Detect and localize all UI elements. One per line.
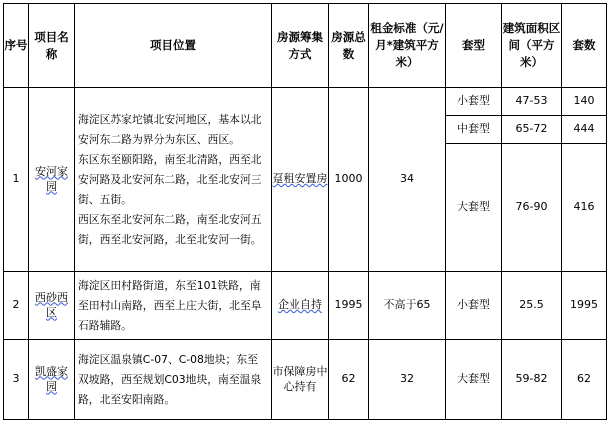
header-row: [4, 4, 607, 88]
row2-seq: 2: [4, 272, 29, 340]
housing-table: [3, 3, 607, 420]
header-count: 套数: [562, 4, 607, 88]
row3-unit1-area: 59-82: [502, 340, 562, 420]
header-area: 建筑面积区间（平方米）: [502, 4, 562, 88]
row2-location: 海淀区田村路街道，东至101铁路，南至田村山南路，西至上庄大街，北至阜石路辅路。: [75, 272, 272, 340]
table-row: [4, 340, 607, 420]
row1-unit1-count: 140: [562, 88, 607, 116]
row1-unit2-area: 65-72: [502, 116, 562, 144]
row1-source-method: 趸租安置房: [272, 172, 328, 186]
row3-source-method: 市保障房中心持有: [272, 340, 329, 420]
row3-unit1-type: 大套型: [446, 340, 502, 420]
row2-unit1-area: 25.5: [502, 272, 562, 340]
row3-location: 海淀区温泉镇C-07、C-08地块；东至双坡路，西至规划C03地块，南至温泉路，北至安阳南路。: [75, 340, 272, 420]
row2-source-method: 企业自持: [278, 298, 322, 312]
row1-name: 安河家园: [35, 164, 68, 193]
header-seq: 序号: [4, 4, 29, 88]
header-name: 项目名称: [29, 4, 75, 88]
header-location: 项目位置: [75, 4, 272, 88]
row1-unit2-type: 中套型: [446, 116, 502, 144]
row3-rent: 32: [369, 340, 446, 420]
row2-unit1-count: 1995: [562, 272, 607, 340]
row1-unit3-count: 416: [562, 144, 607, 272]
row3-unit1-count: 62: [562, 340, 607, 420]
row1-total: 1000: [329, 88, 369, 272]
row1-unit1-type: 小套型: [446, 88, 502, 116]
row3-seq: 3: [4, 340, 29, 420]
row1-location-line2: 东区东至颐阳路，南至北清路，西至北安河路及北安河东二路，北至北安河三街、五街。: [78, 152, 262, 206]
row1-location-line3: 西区东至北安河东二路，南至北安河五街，西至北安河路，北至北安河一街。: [78, 212, 262, 246]
row1-unit3-type: 大套型: [446, 144, 502, 272]
table-row: [4, 272, 607, 340]
header-total: 房源总数: [329, 4, 369, 88]
row1-unit3-area: 76-90: [502, 144, 562, 272]
header-type: 套型: [446, 4, 502, 88]
row1-rent: 34: [369, 88, 446, 272]
row1-location-line1: 海淀区苏家坨镇北安河地区，基本以北安河东二路为界分为东区、西区。: [78, 112, 262, 146]
row1-unit2-count: 444: [562, 116, 607, 144]
row1-seq: 1: [4, 88, 29, 272]
table-row: [4, 88, 607, 116]
row2-name: 西砂西区: [35, 290, 68, 319]
row3-name: 凯盛家园: [35, 364, 68, 393]
row2-rent: 不高于65: [369, 272, 446, 340]
row1-unit1-area: 47-53: [502, 88, 562, 116]
header-rent: 租金标准（元/月*建筑平方米）: [369, 4, 446, 88]
header-source-method: 房源筹集方式: [272, 4, 329, 88]
row3-total: 62: [329, 340, 369, 420]
row1-location: [75, 88, 272, 272]
row2-total: 1995: [329, 272, 369, 340]
row2-unit1-type: 小套型: [446, 272, 502, 340]
